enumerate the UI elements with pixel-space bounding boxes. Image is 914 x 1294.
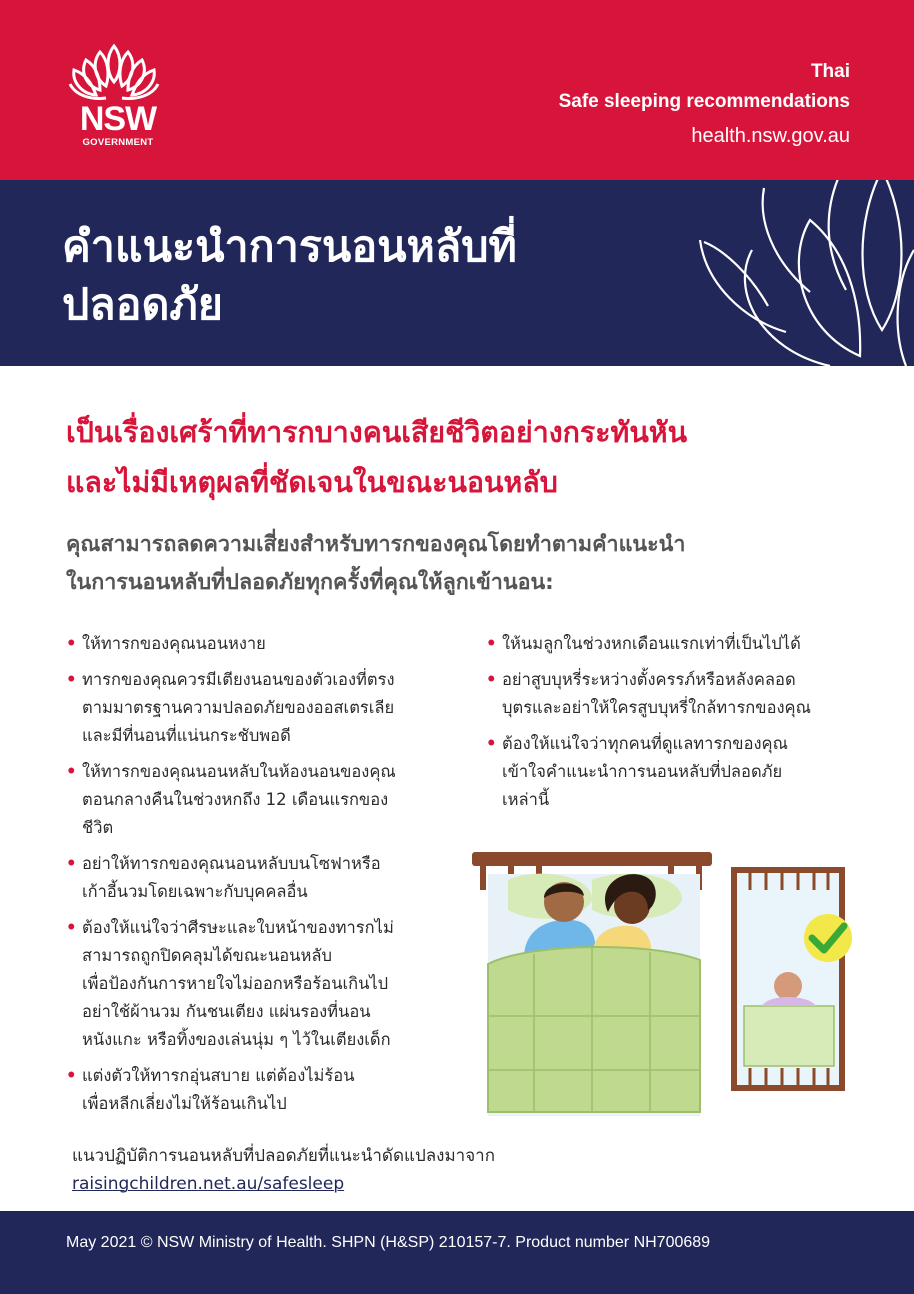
recommendation-line: ให้ทารกของคุณนอนหงาย xyxy=(82,634,266,653)
footer-copyright: May 2021 © NSW Ministry of Health. SHPN (H&SP) 210157-7. Product number NH700689 xyxy=(66,1234,711,1251)
footer-band xyxy=(0,1211,914,1294)
page-title xyxy=(62,218,662,334)
recommendation-item xyxy=(486,666,866,722)
recommendation-line: ชีวิต xyxy=(82,818,114,837)
bullet-marker: • xyxy=(486,670,497,689)
check-icon xyxy=(804,914,852,962)
source-note xyxy=(72,1142,495,1198)
recommendation-item xyxy=(66,850,466,906)
subheading-line: และไม่มีเหตุผลที่ชัดเจนในขณะนอนหลับ xyxy=(66,466,558,499)
title-band xyxy=(0,180,914,366)
waratah-icon xyxy=(62,40,166,104)
subheading xyxy=(66,408,866,508)
bullet-marker: • xyxy=(486,634,497,653)
recommendation-item xyxy=(486,630,866,658)
bullet-marker: • xyxy=(66,854,77,873)
logo-government-text: GOVERNMENT xyxy=(82,137,154,148)
recommendation-line: ตามมาตรฐานความปลอดภัยของออสเตรเลีย xyxy=(82,698,395,717)
recommendation-line: ให้นมลูกในช่วงหกเดือนแรกเท่าที่เป็นไปได้ xyxy=(502,634,801,653)
recommendation-line: ให้ทารกของคุณนอนหลับในห้องนอนของคุณ xyxy=(82,762,396,781)
recommendation-line: หนังแกะ หรือทิ้งของเล่นนุ่ม ๆ ไว้ในเตียงเด็ก xyxy=(82,1030,391,1049)
recommendation-line: เพื่อหลีกเลี่ยงไม่ให้ร้อนเกินไป xyxy=(82,1094,287,1113)
baby-cot xyxy=(734,870,842,1088)
recommendation-item xyxy=(66,666,466,750)
bullet-marker: • xyxy=(66,1066,77,1085)
recommendation-line: สามารถถูกปิดคลุมได้ขณะนอนหลับ xyxy=(82,946,332,965)
recommendation-line: แต่งตัวให้ทารกอุ่นสบาย แต่ต้องไม่ร้อน xyxy=(82,1066,355,1085)
recommendation-item xyxy=(486,730,866,814)
source-text: แนวปฏิบัติการนอนหลับที่ปลอดภัยที่แนะนำดัดแปลงมาจาก xyxy=(72,1146,496,1166)
nsw-government-logo[interactable] xyxy=(62,40,166,152)
source-link[interactable]: raisingchildren.net.au/safesleep xyxy=(72,1174,345,1194)
recommendation-line: ทารกของคุณควรมีเตียงนอนของตัวเองที่ตรง xyxy=(82,670,395,689)
logo-nsw-text: NSW xyxy=(79,100,157,138)
recommendation-item xyxy=(66,1062,466,1118)
recommendation-line: เก้าอี้นวมโดยเฉพาะกับบุคคลอื่น xyxy=(82,882,308,901)
recommendation-line: เพื่อป้องกันการหายใจไม่ออกหรือร้อนเกินไป xyxy=(82,974,389,993)
recommendation-line: อย่าให้ทารกของคุณนอนหลับบนโซฟาหรือ xyxy=(82,854,381,873)
recommendation-line: อย่าใช้ผ้านวม กันชนเตียง แผ่นรองที่นอน xyxy=(82,1002,371,1021)
bullet-marker: • xyxy=(66,634,77,653)
safe-sleep-illustration xyxy=(472,846,852,1116)
recommendation-line: ตอนกลางคืนในช่วงหกถึง 12 เดือนแรกของ xyxy=(82,790,389,809)
recommendation-line: ต้องให้แน่ใจว่าทุกคนที่ดูแลทารกของคุณ xyxy=(502,734,788,753)
recommendation-line: เหล่านี้ xyxy=(502,790,550,809)
website-link[interactable]: health.nsw.gov.au xyxy=(691,125,850,147)
intro-line: คุณสามารถลดความเสี่ยงสำหรับทารกของคุณโดยทำตามคำแนะนำ xyxy=(66,532,686,557)
recommendation-line: และมีที่นอนที่แน่นกระชับพอดี xyxy=(82,726,291,745)
recommendation-line: เข้าใจคำแนะนำการนอนหลับที่ปลอดภัย xyxy=(502,762,783,781)
bullet-marker: • xyxy=(486,734,497,753)
recommendation-item xyxy=(66,914,466,1054)
recommendation-line: บุตรและอย่าให้ใครสูบบุหรี่ใกล้ทารกของคุณ xyxy=(502,698,811,717)
page-title-line: คำแนะนำการนอนหลับที่ xyxy=(62,222,517,272)
subheading-line: เป็นเรื่องเศร้าที่ทารกบางคนเสียชีวิตอย่างกระทันหัน xyxy=(66,416,688,449)
recommendation-item xyxy=(66,758,466,842)
intro-line: ในการนอนหลับที่ปลอดภัยทุกครั้งที่คุณให้ลูกเข้านอน: xyxy=(66,570,554,595)
bullet-marker: • xyxy=(66,918,77,937)
language-label: Thai xyxy=(810,61,850,82)
recommendations-list-left xyxy=(66,630,466,1126)
recommendation-item xyxy=(66,630,466,658)
parents-bed xyxy=(472,852,712,1116)
intro-text xyxy=(66,526,866,602)
header-band xyxy=(0,0,914,180)
recommendation-line: อย่าสูบบุหรี่ระหว่างตั้งครรภ์หรือหลังคลอด xyxy=(502,670,796,689)
recommendations-list-right xyxy=(486,630,866,822)
recommendation-line: ต้องให้แน่ใจว่าศีรษะและใบหน้าของทารกไม่ xyxy=(82,918,394,937)
header-info xyxy=(559,58,850,154)
bullet-marker: • xyxy=(66,670,77,689)
bullet-marker: • xyxy=(66,762,77,781)
page-title-line: ปลอดภัย xyxy=(62,280,223,330)
waratah-outline-icon xyxy=(660,180,914,366)
english-title: Safe sleeping recommendations xyxy=(558,91,850,112)
